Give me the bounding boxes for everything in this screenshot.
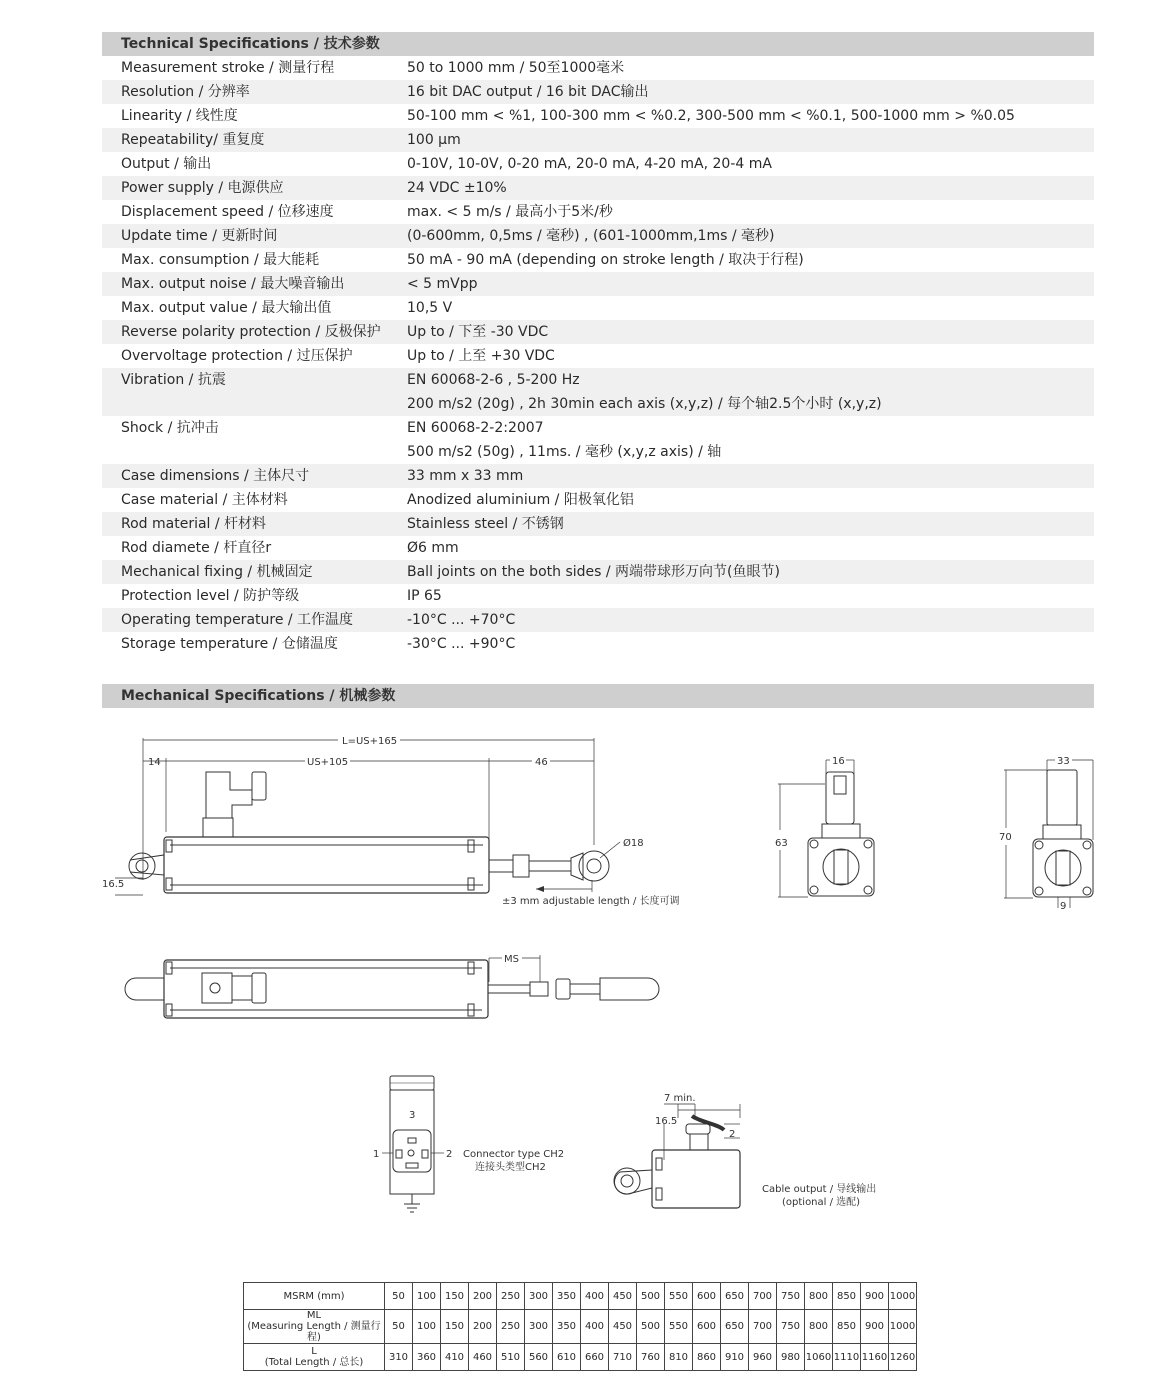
l-cell: 710 <box>609 1344 637 1371</box>
connector-label: Connector type CH2 <box>463 1149 565 1160</box>
spec-row <box>102 80 1094 104</box>
dim-46: 46 <box>535 757 548 768</box>
spec-value: 33 mm x 33 mm <box>407 468 524 484</box>
dim-16-5b: 16.5 <box>655 1116 678 1127</box>
spec-row <box>102 224 1094 248</box>
l-cell: 1110 <box>833 1344 861 1371</box>
spec-value: 50 to 1000 mm / 50至1000毫米 <box>407 60 625 76</box>
msrm-cell: 900 <box>861 1283 889 1310</box>
spec-label: Storage temperature / 仓储温度 <box>121 636 338 652</box>
spec-row <box>102 632 1094 656</box>
spec-value: IP 65 <box>407 588 442 604</box>
spec-label: Rod diamete / 杆直径r <box>121 540 272 556</box>
spec-value: Ball joints on the both sides / 两端带球形万向节(鱼眼节) <box>407 564 780 580</box>
spec-label: Max. output noise / 最大噪音输出 <box>121 276 345 292</box>
l-cell: 760 <box>637 1344 665 1371</box>
dim-16-5: 16.5 <box>102 879 125 890</box>
end-view-connector <box>775 756 874 897</box>
spec-value: Anodized aluminium / 阳极氧化铝 <box>407 492 634 508</box>
spec-label: Protection level / 防护等级 <box>121 588 300 604</box>
msrm-cell: 350 <box>553 1283 581 1310</box>
l-cell: 360 <box>413 1344 441 1371</box>
spec-value: 24 VDC ±10% <box>407 180 507 196</box>
ml-cell: 1000 <box>889 1310 917 1344</box>
dim-16: 16 <box>832 756 845 767</box>
l-cell: 510 <box>497 1344 525 1371</box>
dim-63: 63 <box>775 838 788 849</box>
spec-label: Displacement speed / 位移速度 <box>121 204 334 220</box>
msrm-cell: 1000 <box>889 1283 917 1310</box>
ml-cell: 800 <box>805 1310 833 1344</box>
spec-value: max. < 5 m/s / 最高小于5米/秒 <box>407 204 613 220</box>
spec-label: Operating temperature / 工作温度 <box>121 612 354 628</box>
ml-cell: 900 <box>861 1310 889 1344</box>
spec-label: Update time / 更新时间 <box>121 228 278 244</box>
spec-value: -30°C ... +90°C <box>407 636 516 652</box>
ml-cell: 150 <box>441 1310 469 1344</box>
spec-value: 0-10V, 10-0V, 0-20 mA, 20-0 mA, 4-20 mA, 20-4 mA <box>407 156 772 172</box>
l-cell: 1160 <box>861 1344 889 1371</box>
l-cell: 810 <box>665 1344 693 1371</box>
spec-value: Up to / 上至 +30 VDC <box>407 348 555 364</box>
pin-3-label: 3 <box>409 1110 416 1121</box>
spec-values <box>407 104 1094 128</box>
spec-label: Vibration / 抗震 <box>121 372 226 388</box>
msrm-cell: 250 <box>497 1283 525 1310</box>
spec-values <box>407 536 1094 560</box>
ml-cell: 400 <box>581 1310 609 1344</box>
spec-value: Up to / 下至 -30 VDC <box>407 324 549 340</box>
spec-row <box>102 584 1094 608</box>
spec-row <box>102 416 1094 464</box>
msrm-cell: 150 <box>441 1283 469 1310</box>
spec-row <box>102 128 1094 152</box>
msrm-cell: 300 <box>525 1283 553 1310</box>
ml-cell: 550 <box>665 1310 693 1344</box>
ml-cell: 250 <box>497 1310 525 1344</box>
l-cell: 660 <box>581 1344 609 1371</box>
spec-row <box>102 296 1094 320</box>
spec-values <box>407 464 1094 488</box>
spec-value: (0-600mm, 0,5ms / 毫秒) , (601-1000mm,1ms / 毫秒) <box>407 228 775 244</box>
spec-label: Reverse polarity protection / 反极保护 <box>121 324 381 340</box>
msrm-cell: 500 <box>637 1283 665 1310</box>
connector-ch2 <box>373 1076 564 1212</box>
spec-value: 16 bit DAC output / 16 bit DAC输出 <box>407 84 649 100</box>
spec-row <box>102 320 1094 344</box>
mechanical-drawings <box>0 720 1165 1280</box>
spec-values <box>407 584 1094 608</box>
spec-row <box>102 536 1094 560</box>
spec-values <box>407 80 1094 104</box>
spec-value: 500 m/s2 (50g) , 11ms. / 毫秒 (x,y,z axis) / 轴 <box>407 444 722 460</box>
msrm-cell: 750 <box>777 1283 805 1310</box>
ml-cell: 650 <box>721 1310 749 1344</box>
msrm-row <box>244 1283 917 1310</box>
pin-2-label: 2 <box>446 1149 453 1160</box>
spec-values <box>407 632 1094 656</box>
spec-label: Power supply / 电源供应 <box>121 180 284 196</box>
sensor-side-view <box>102 736 680 907</box>
spec-row <box>102 200 1094 224</box>
spec-value: -10°C ... +70°C <box>407 612 516 628</box>
msrm-cell: 850 <box>833 1283 861 1310</box>
msrm-cell: 800 <box>805 1283 833 1310</box>
dim-14: 14 <box>148 757 161 768</box>
ml-cell: 600 <box>693 1310 721 1344</box>
dim-L: L=US+165 <box>342 736 398 747</box>
l-cell: 560 <box>525 1344 553 1371</box>
ml-cell: 500 <box>637 1310 665 1344</box>
spec-values <box>407 56 1094 80</box>
msrm-cell: 50 <box>385 1283 413 1310</box>
spec-row <box>102 464 1094 488</box>
spec-value: 50-100 mm < %1, 100-300 mm < %0.2, 300-500 mm < %0.1, 500-1000 mm > %0.05 <box>407 108 1015 124</box>
msrm-table <box>243 1282 917 1371</box>
ml-cell: 100 <box>413 1310 441 1344</box>
spec-row <box>102 176 1094 200</box>
spec-row <box>102 104 1094 128</box>
spec-value: Stainless steel / 不锈钢 <box>407 516 564 532</box>
spec-value: 100 μm <box>407 132 461 148</box>
msrm-cell: 450 <box>609 1283 637 1310</box>
dim-33: 33 <box>1057 756 1070 767</box>
spec-label: Repeatability/ 重复度 <box>121 132 265 148</box>
tech-specs-table <box>102 56 1094 656</box>
spec-row <box>102 608 1094 632</box>
spec-row <box>102 512 1094 536</box>
dim-9: 9 <box>1060 901 1067 912</box>
spec-values <box>407 560 1094 584</box>
ml-row-label: ML (Measuring Length / 测量行程) <box>244 1310 385 1344</box>
msrm-cell: 400 <box>581 1283 609 1310</box>
spec-row <box>102 248 1094 272</box>
spec-label: Shock / 抗冲击 <box>121 420 219 436</box>
l-cell: 860 <box>693 1344 721 1371</box>
spec-values <box>407 152 1094 176</box>
l-cell: 610 <box>553 1344 581 1371</box>
spec-values <box>407 344 1094 368</box>
dim-MS: MS <box>504 954 519 965</box>
ml-row <box>244 1310 917 1344</box>
spec-value: 200 m/s2 (20g) , 2h 30min each axis (x,y,z) / 每个轴2.5个小时 (x,y,z) <box>407 396 882 412</box>
l-cell: 1260 <box>889 1344 917 1371</box>
ml-cell: 300 <box>525 1310 553 1344</box>
spec-values <box>407 224 1094 248</box>
tech-specs-header: Technical Specifications / 技术参数 <box>102 32 1094 56</box>
spec-value: EN 60068-2-2:2007 <box>407 420 544 436</box>
msrm-cell: 650 <box>721 1283 749 1310</box>
spec-row <box>102 368 1094 416</box>
connector-label-cn: 连接头类型CH2 <box>475 1162 546 1173</box>
spec-label: Case material / 主体材料 <box>121 492 288 508</box>
msrm-cell: 600 <box>693 1283 721 1310</box>
cable-label-sub: (optional / 选配) <box>782 1197 861 1208</box>
sensor-top-view <box>125 954 659 1018</box>
l-row <box>244 1344 917 1371</box>
spec-values <box>407 200 1094 224</box>
spec-values <box>407 320 1094 344</box>
spec-label: Max. output value / 最大输出值 <box>121 300 332 316</box>
mech-specs-header: Mechanical Specifications / 机械参数 <box>102 684 1094 708</box>
msrm-cell: 100 <box>413 1283 441 1310</box>
spec-values <box>407 512 1094 536</box>
ml-cell: 450 <box>609 1310 637 1344</box>
ml-cell: 50 <box>385 1310 413 1344</box>
ml-cell: 200 <box>469 1310 497 1344</box>
l-cell: 980 <box>777 1344 805 1371</box>
dim-2: 2 <box>729 1129 736 1140</box>
spec-value: 10,5 V <box>407 300 453 316</box>
spec-label: Output / 输出 <box>121 156 212 172</box>
spec-row <box>102 488 1094 512</box>
ml-cell: 750 <box>777 1310 805 1344</box>
spec-label: Measurement stroke / 测量行程 <box>121 60 335 76</box>
spec-values <box>407 248 1094 272</box>
spec-values <box>407 368 1094 416</box>
msrm-cell: 700 <box>749 1283 777 1310</box>
adjust-note: ±3 mm adjustable length / 长度可调 <box>502 896 680 907</box>
spec-values <box>407 608 1094 632</box>
dim-70: 70 <box>999 832 1012 843</box>
cable-label: Cable output / 导线输出 <box>762 1184 877 1195</box>
cable-output <box>614 1093 876 1208</box>
l-cell: 460 <box>469 1344 497 1371</box>
msrm-row-label: MSRM (mm) <box>244 1283 385 1310</box>
ml-cell: 850 <box>833 1310 861 1344</box>
end-view-plain <box>999 756 1093 912</box>
spec-row <box>102 152 1094 176</box>
msrm-cell: 550 <box>665 1283 693 1310</box>
spec-values <box>407 176 1094 200</box>
spec-values <box>407 128 1094 152</box>
spec-value: < 5 mVpp <box>407 276 478 292</box>
spec-values <box>407 272 1094 296</box>
ml-cell: 700 <box>749 1310 777 1344</box>
spec-label: Linearity / 线性度 <box>121 108 238 124</box>
dim-7min: 7 min. <box>664 1093 696 1104</box>
spec-value: EN 60068-2-6 , 5-200 Hz <box>407 372 580 388</box>
spec-label: Overvoltage protection / 过压保护 <box>121 348 353 364</box>
spec-row <box>102 272 1094 296</box>
dim-US: US+105 <box>307 757 349 768</box>
msrm-cell: 200 <box>469 1283 497 1310</box>
l-row-label: L (Total Length / 总长) <box>244 1344 385 1371</box>
spec-label: Rod material / 杆材料 <box>121 516 267 532</box>
spec-label: Resolution / 分辨率 <box>121 84 250 100</box>
spec-row <box>102 344 1094 368</box>
l-cell: 310 <box>385 1344 413 1371</box>
dim-d18: Ø18 <box>623 838 644 849</box>
spec-label: Max. consumption / 最大能耗 <box>121 252 320 268</box>
l-cell: 410 <box>441 1344 469 1371</box>
spec-label: Case dimensions / 主体尺寸 <box>121 468 310 484</box>
l-cell: 910 <box>721 1344 749 1371</box>
l-cell: 1060 <box>805 1344 833 1371</box>
spec-row <box>102 560 1094 584</box>
spec-label: Mechanical fixing / 机械固定 <box>121 564 313 580</box>
spec-value: Ø6 mm <box>407 540 459 556</box>
pin-1-label: 1 <box>373 1149 380 1160</box>
spec-values <box>407 488 1094 512</box>
ml-cell: 350 <box>553 1310 581 1344</box>
spec-values <box>407 416 1094 464</box>
spec-row <box>102 56 1094 80</box>
spec-values <box>407 296 1094 320</box>
spec-value: 50 mA - 90 mA (depending on stroke length / 取决于行程) <box>407 252 804 268</box>
l-cell: 960 <box>749 1344 777 1371</box>
